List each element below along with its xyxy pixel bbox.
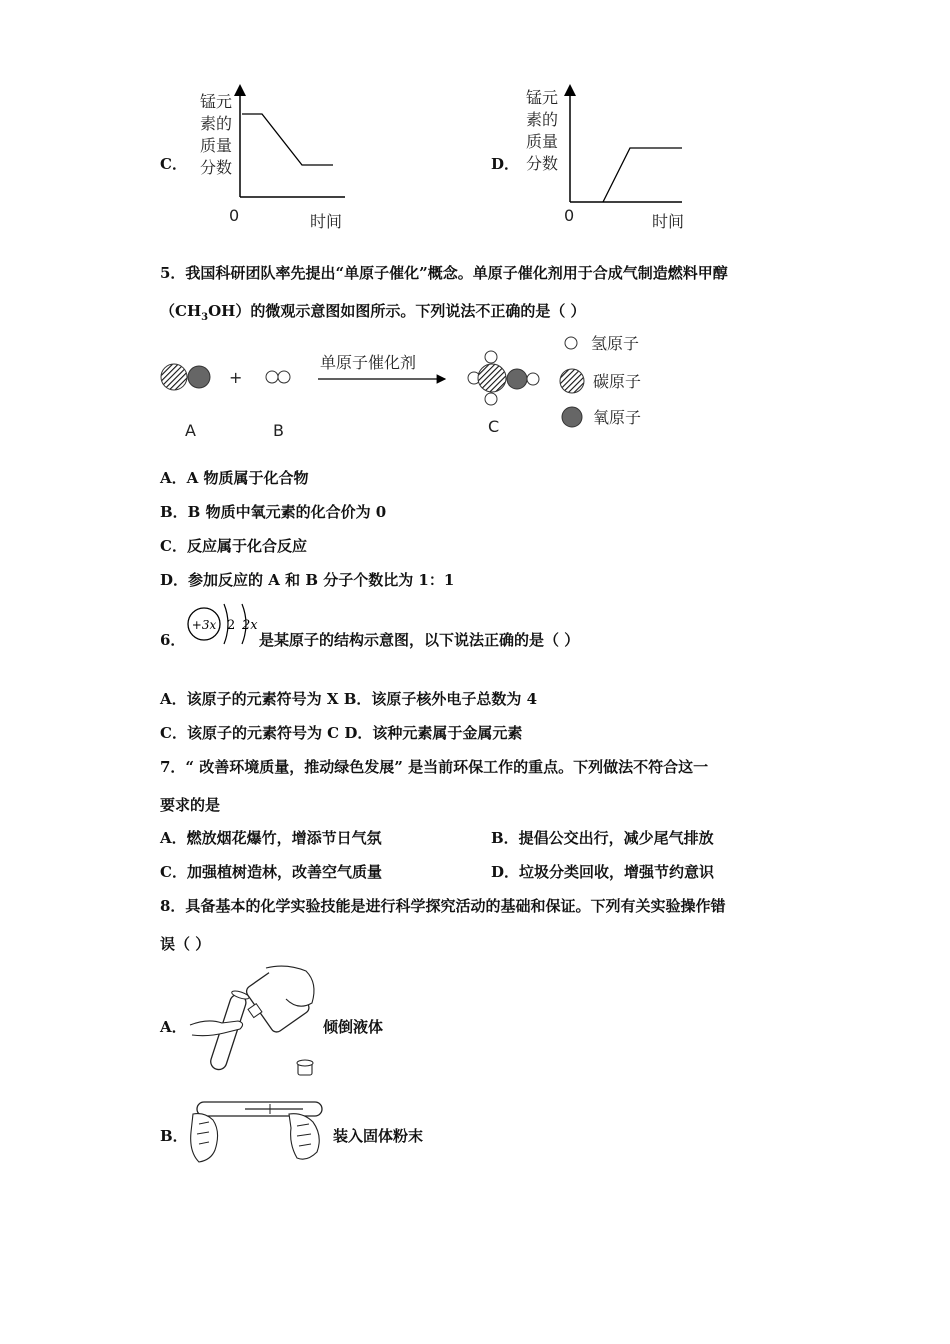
label-b: B xyxy=(273,421,284,440)
q5-stem-line-1: 5．我国科研团队率先提出“单原子催化”概念。单原子催化剂用于合成气制造燃料甲醇 xyxy=(160,264,728,282)
label-c: C xyxy=(488,417,500,436)
q4-d-origin: 0 xyxy=(564,206,575,225)
q4-option-d-graph xyxy=(522,85,692,235)
q4-d-ylabel-1: 锰元 xyxy=(526,88,559,107)
q5-stem-part-a: （CH xyxy=(160,302,202,320)
q7-option-b: B．提倡公交出行，减少尾气排放 xyxy=(491,829,714,847)
q4-c-ylabel-2: 素的 xyxy=(200,114,233,133)
q5-stem-line-2 xyxy=(160,300,586,323)
legend-oxygen: 氧原子 xyxy=(593,408,642,427)
q4-option-c-label: C． xyxy=(160,155,187,173)
q7-option-d: D．垃圾分类回收，增强节约意识 xyxy=(491,863,715,881)
shell-1-electrons: 2 xyxy=(227,618,236,633)
q6-number: 6． xyxy=(160,631,186,649)
q7-option-a: A．燃放烟花爆竹，增添节日气氛 xyxy=(160,829,382,847)
catalyst-label: 单原子催化剂 xyxy=(320,353,417,372)
label-a: A xyxy=(185,421,196,440)
molecule-a xyxy=(161,364,210,390)
q8-option-a-label: A． xyxy=(160,1018,187,1036)
q4-d-curve xyxy=(603,148,682,202)
q7-stem-line-2: 要求的是 xyxy=(160,796,221,814)
q4-c-origin: 0 xyxy=(229,206,240,225)
q8-stem-line-1: 8．具备基本的化学实验技能是进行科学探究活动的基础和保证。下列有关实验操作错 xyxy=(160,897,726,915)
loading-powder-illustration xyxy=(185,1092,335,1164)
q6-stem: 是某原子的结构示意图，以下说法正确的是（ ） xyxy=(259,631,580,649)
q4-d-ylabel-3: 质量 xyxy=(526,132,559,151)
legend-carbon: 碳原子 xyxy=(593,372,642,391)
q8-option-b-label: B． xyxy=(160,1127,188,1145)
nucleus-charge: +3x xyxy=(191,618,217,632)
molecule-b xyxy=(266,371,290,383)
legend-hydrogen: 氢原子 xyxy=(591,334,640,353)
shell-2-electrons: 2x xyxy=(242,618,258,633)
legend xyxy=(560,334,641,427)
q5-stem-subscript: 3 xyxy=(201,312,209,323)
q4-d-ylabel-2: 素的 xyxy=(526,110,559,129)
q4-c-xlabel: 时间 xyxy=(310,212,343,231)
q4-option-c-graph xyxy=(190,85,350,235)
q4-d-xlabel: 时间 xyxy=(652,212,685,231)
q8-option-a-text: 倾倒液体 xyxy=(323,1018,384,1036)
q4-c-ylabel-4: 分数 xyxy=(200,158,233,177)
q5-option-c: C．反应属于化合反应 xyxy=(160,537,307,555)
q4-c-ylabel-1: 锰元 xyxy=(200,92,233,111)
q7-stem-line-1: 7．“ 改善环境质量，推动绿色发展” 是当前环保工作的重点。下列做法不符合这一 xyxy=(160,758,709,776)
atom-structure-diagram xyxy=(184,600,264,648)
pouring-liquid-illustration xyxy=(188,963,323,1083)
q5-option-a: A．A 物质属于化合物 xyxy=(160,469,309,487)
q4-d-ylabel-4: 分数 xyxy=(526,154,559,173)
q7-option-c: C．加强植树造林，改善空气质量 xyxy=(160,863,382,881)
q4-c-ylabel-3: 质量 xyxy=(200,136,233,155)
q5-reaction-diagram xyxy=(155,330,675,445)
q4-c-curve xyxy=(242,114,333,165)
plus-sign: + xyxy=(229,368,243,387)
q4-option-d-label: D． xyxy=(491,155,520,173)
q5-stem-part-b: OH）的微观示意图如图所示。下列说法不正确的是（ ） xyxy=(208,302,586,320)
q8-stem-line-2: 误（ ） xyxy=(160,935,211,953)
q6-options-cd: C．该原子的元素符号为 C D．该种元素属于金属元素 xyxy=(160,724,523,742)
molecule-c xyxy=(468,351,539,405)
q5-option-b: B．B 物质中氧元素的化合价为 0 xyxy=(160,503,387,521)
q6-options-ab: A．该原子的元素符号为 X B．该原子核外电子总数为 4 xyxy=(160,690,538,708)
q5-option-d: D．参加反应的 A 和 B 分子个数比为 1：1 xyxy=(160,571,455,589)
q8-option-b-text: 装入固体粉末 xyxy=(333,1127,424,1145)
